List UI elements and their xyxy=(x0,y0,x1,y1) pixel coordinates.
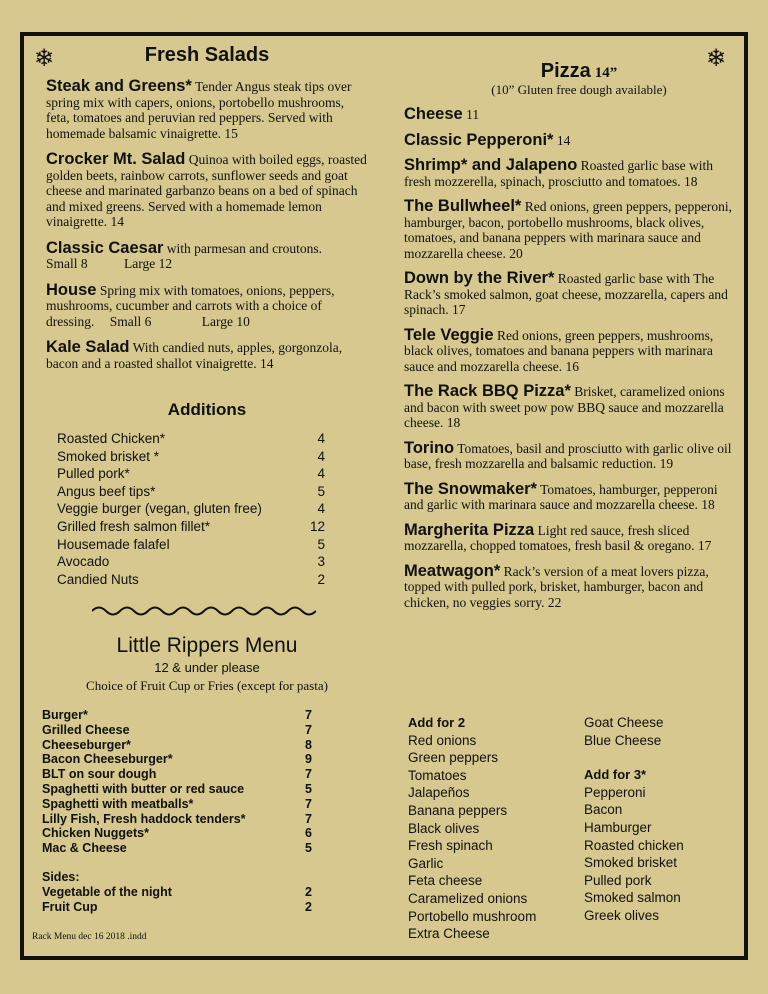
kids-item xyxy=(42,767,312,782)
pizza-desc: 11 xyxy=(466,107,480,122)
side-item-name: Vegetable of the night xyxy=(42,884,172,899)
topping-item: Red onions xyxy=(408,732,477,748)
topping-item: Fresh spinach xyxy=(408,838,493,854)
additions-title: Additions xyxy=(167,400,247,419)
wave-divider xyxy=(92,604,316,618)
addition-row xyxy=(57,500,325,518)
kids-subtitle: 12 & under please xyxy=(154,660,260,675)
addition-row xyxy=(57,465,325,483)
pizza-name: The Bullwheel* xyxy=(404,197,522,215)
pizza-item xyxy=(404,130,734,149)
pizza-item xyxy=(404,271,734,318)
toppings-add-2 xyxy=(408,714,584,943)
pizza-desc: Tomatoes, basil and prosciutto with garlic olive oil base, fresh mozzarella and balsamic reduction. 19 xyxy=(404,440,732,471)
addition-name: Pulled pork* xyxy=(57,466,130,482)
pizza-item xyxy=(404,199,734,261)
kids-item-name: Burger* xyxy=(42,708,88,722)
pizza-desc: Roasted garlic base with The Rack’s smoked salmon, goat cheese, mozzarella, capers and spinach. 17 xyxy=(404,271,728,317)
kids-item-name: Lilly Fish, Fresh haddock tenders* xyxy=(42,811,246,826)
addition-name: Candied Nuts xyxy=(57,571,139,587)
addition-price: 4 xyxy=(317,466,325,482)
addition-name: Angus beef tips* xyxy=(57,483,156,499)
snowflake-icon: ❄ xyxy=(34,44,55,72)
pizza-name: Meatwagon* xyxy=(404,561,501,580)
kids-item-price: 5 xyxy=(305,841,312,856)
pizza-item xyxy=(404,561,734,611)
kids-item-price: 7 xyxy=(305,767,312,782)
topping-item: Pepperoni xyxy=(584,784,646,800)
kids-item-price: 8 xyxy=(305,737,312,752)
addition-name: Roasted Chicken* xyxy=(57,431,166,446)
kids-list xyxy=(42,708,312,914)
topping-item: Hamburger xyxy=(584,819,652,835)
pizza-title: Pizza xyxy=(540,60,591,82)
pizza-name: The Snowmaker* xyxy=(404,479,537,498)
footer-note: Rack Menu dec 16 2018 .indd xyxy=(32,932,147,942)
side-item xyxy=(42,900,312,915)
addition-name: Smoked brisket * xyxy=(57,448,160,464)
pizza-item xyxy=(404,325,734,375)
addition-price: 12 xyxy=(309,518,325,534)
pizza-desc: Red onions, green peppers, pepperoni, hamburger, bacon, portobello mushrooms, black olives, tomatoes, and banana peppers with marinara sauce and mozzarella cheese. 20 xyxy=(404,199,733,261)
kids-item-price: 7 xyxy=(305,708,312,722)
salads-title: Fresh Salads xyxy=(144,44,270,66)
addition-name: Grilled fresh salmon fillet* xyxy=(57,518,211,534)
kids-item xyxy=(42,782,312,797)
addition-price: 4 xyxy=(317,448,325,464)
addition-name: Avocado xyxy=(57,554,110,570)
addition-price: 2 xyxy=(317,571,325,587)
topping-item: Feta cheese xyxy=(408,873,483,889)
topping-item: Greek olives xyxy=(584,907,660,923)
pizza-desc: Light red sauce, fresh sliced mozzarella, chopped tomatoes, fresh basil & oregano. 17 xyxy=(404,522,712,553)
pizza-desc: Rack’s version of a meat lovers pizza, topped with pulled pork, brisket, hamburger, bacon and chicken, no veggies sorry. 22 xyxy=(404,563,709,610)
kids-item-price: 6 xyxy=(305,826,312,841)
topping-item: Smoked brisket xyxy=(584,855,678,871)
pizza-desc: Brisket, caramelized onions and bacon with sweet pow pow BBQ sauce and mozzarella cheese. 18 xyxy=(404,384,725,430)
kids-item xyxy=(42,812,312,827)
pizza-item xyxy=(404,479,734,513)
salad-item: Steak and Greens* Tender Angus steak tips over spring mix with capers, onions, portobello mushrooms, feta, tomatoes and peruvian red peppers. Served with homemade balsamic vinaigrette. 15 xyxy=(46,77,352,141)
kids-item xyxy=(42,723,312,738)
pizza-item xyxy=(404,384,734,431)
salads-section xyxy=(46,44,368,371)
addition-name: Veggie burger (vegan, gluten free) xyxy=(57,501,262,517)
addition-name: Housemade falafel xyxy=(57,536,170,552)
pizza-desc: Tomatoes, hamburger, pepperoni and garlic with marinara sauce and mozzarella cheese. 18 xyxy=(404,481,718,512)
addition-row xyxy=(57,448,325,466)
topping-item: Blue Cheese xyxy=(584,732,662,748)
kids-item-price: 7 xyxy=(305,722,312,737)
salad-item: Kale Salad With candied nuts, apples, gorgonzola, bacon and a roasted shallot vinaigrette. 14 xyxy=(46,338,343,371)
kids-item xyxy=(42,752,312,767)
topping-item: Goat Cheese xyxy=(584,715,664,730)
pizza-name: Down by the River* xyxy=(404,269,555,287)
topping-item: Portobello mushroom xyxy=(408,908,537,924)
addition-row xyxy=(57,553,325,571)
topping-item: Bacon xyxy=(584,802,623,818)
kids-item xyxy=(42,738,312,753)
topping-item: Green peppers xyxy=(408,750,499,766)
kids-title: Little Rippers Menu xyxy=(116,634,298,657)
topping-item: Pulled pork xyxy=(584,872,652,888)
add2-label: Add for 2 xyxy=(408,715,466,730)
addition-price: 4 xyxy=(317,501,325,517)
addition-row xyxy=(57,483,325,501)
pizza-name: Torino xyxy=(404,438,455,457)
pizza-name: Margherita Pizza xyxy=(404,520,535,539)
kids-item-price: 9 xyxy=(305,752,312,767)
topping-item: Banana peppers xyxy=(408,802,508,818)
kids-item-name: Chicken Nuggets* xyxy=(42,826,149,841)
kids-choice: Choice of Fruit Cup or Fries (except for pasta) xyxy=(86,678,328,693)
topping-item: Extra Cheese xyxy=(408,926,490,942)
kids-item-name: BLT on sour dough xyxy=(42,767,157,782)
pizza-size: 14” xyxy=(594,65,618,81)
kids-item xyxy=(42,797,312,812)
pizza-name: Shrimp* and Jalapeno xyxy=(404,156,578,174)
pizza-desc: 14 xyxy=(556,132,571,148)
topping-item: Roasted chicken xyxy=(584,837,684,853)
pizza-note: (10” Gluten free dough available) xyxy=(491,82,667,97)
topping-item: Tomatoes xyxy=(408,767,467,783)
side-item-price: 2 xyxy=(305,899,312,914)
kids-item-name: Bacon Cheeseburger* xyxy=(42,752,173,767)
addition-row xyxy=(57,536,325,554)
snowflake-icon: ❄ xyxy=(706,44,727,72)
salad-item: House Spring mix with tomatoes, onions, peppers, mushrooms, cucumber and carrots with a choice of dressing. Small 6 Large 10 xyxy=(46,280,335,329)
addition-price: 3 xyxy=(317,554,325,570)
addition-row xyxy=(57,518,325,536)
kids-item-price: 7 xyxy=(305,796,312,811)
kids-item-price: 7 xyxy=(305,811,312,826)
topping-item: Caramelized onions xyxy=(408,890,528,906)
topping-item: Smoked salmon xyxy=(584,890,681,906)
addition-row xyxy=(57,430,325,448)
toppings-add-3 xyxy=(584,714,734,925)
kids-item-name: Spaghetti with butter or red sauce xyxy=(42,781,245,796)
pizza-item xyxy=(404,520,734,554)
sides-label: Sides: xyxy=(42,869,80,884)
pizza-name: Classic Pepperoni* xyxy=(404,130,554,149)
pizza-section xyxy=(404,60,734,610)
pizza-name: Tele Veggie xyxy=(404,325,494,344)
topping-item: Black olives xyxy=(408,820,480,836)
pizza-name: Cheese xyxy=(404,105,463,123)
kids-item xyxy=(42,841,312,856)
topping-item: Garlic xyxy=(408,855,444,871)
kids-item-name: Cheeseburger* xyxy=(42,737,131,752)
kids-item-name: Spaghetti with meatballs* xyxy=(42,796,194,811)
addition-row xyxy=(57,571,325,589)
salad-item: Classic Caesar with parmesan and croutons. Small 8 Large 12 xyxy=(46,238,323,271)
additions-section xyxy=(46,400,368,588)
addition-price: 4 xyxy=(317,431,325,446)
addition-price: 5 xyxy=(317,483,325,499)
kids-item xyxy=(42,826,312,841)
salad-item: Crocker Mt. Salad Quinoa with boiled eggs, roasted golden beets, rainbow carrots, sunflower seeds and goat cheese and marinated garbanzo beans on a bed of spinach and mixed greens. Served with a homemade lemon vinaigrette. 14 xyxy=(46,150,367,229)
kids-item-price: 5 xyxy=(305,781,312,796)
kids-item xyxy=(42,708,312,723)
side-item-name: Fruit Cup xyxy=(42,899,98,914)
pizza-name: The Rack BBQ Pizza* xyxy=(404,382,571,400)
add3-label: Add for 3* xyxy=(584,767,647,783)
pizza-desc: Red onions, green peppers, mushrooms, black olives, tomatoes and banana peppers with marinara sauce and mozzarella cheese. 16 xyxy=(404,327,714,374)
pizza-header xyxy=(424,60,734,97)
side-item-price: 2 xyxy=(305,884,312,899)
pizza-item xyxy=(404,158,734,189)
pizza-item xyxy=(404,438,734,472)
pizza-desc: Roasted garlic base with fresh mozzerella, spinach, prosciutto and tomatoes. 18 xyxy=(404,158,714,189)
addition-price: 5 xyxy=(317,536,325,552)
kids-header xyxy=(46,634,368,694)
kids-item-name: Grilled Cheese xyxy=(42,722,130,737)
additions-list xyxy=(57,430,325,588)
topping-item: Jalapeños xyxy=(408,785,470,801)
kids-item-name: Mac & Cheese xyxy=(42,841,127,856)
pizza-item xyxy=(404,107,734,123)
side-item xyxy=(42,885,312,900)
